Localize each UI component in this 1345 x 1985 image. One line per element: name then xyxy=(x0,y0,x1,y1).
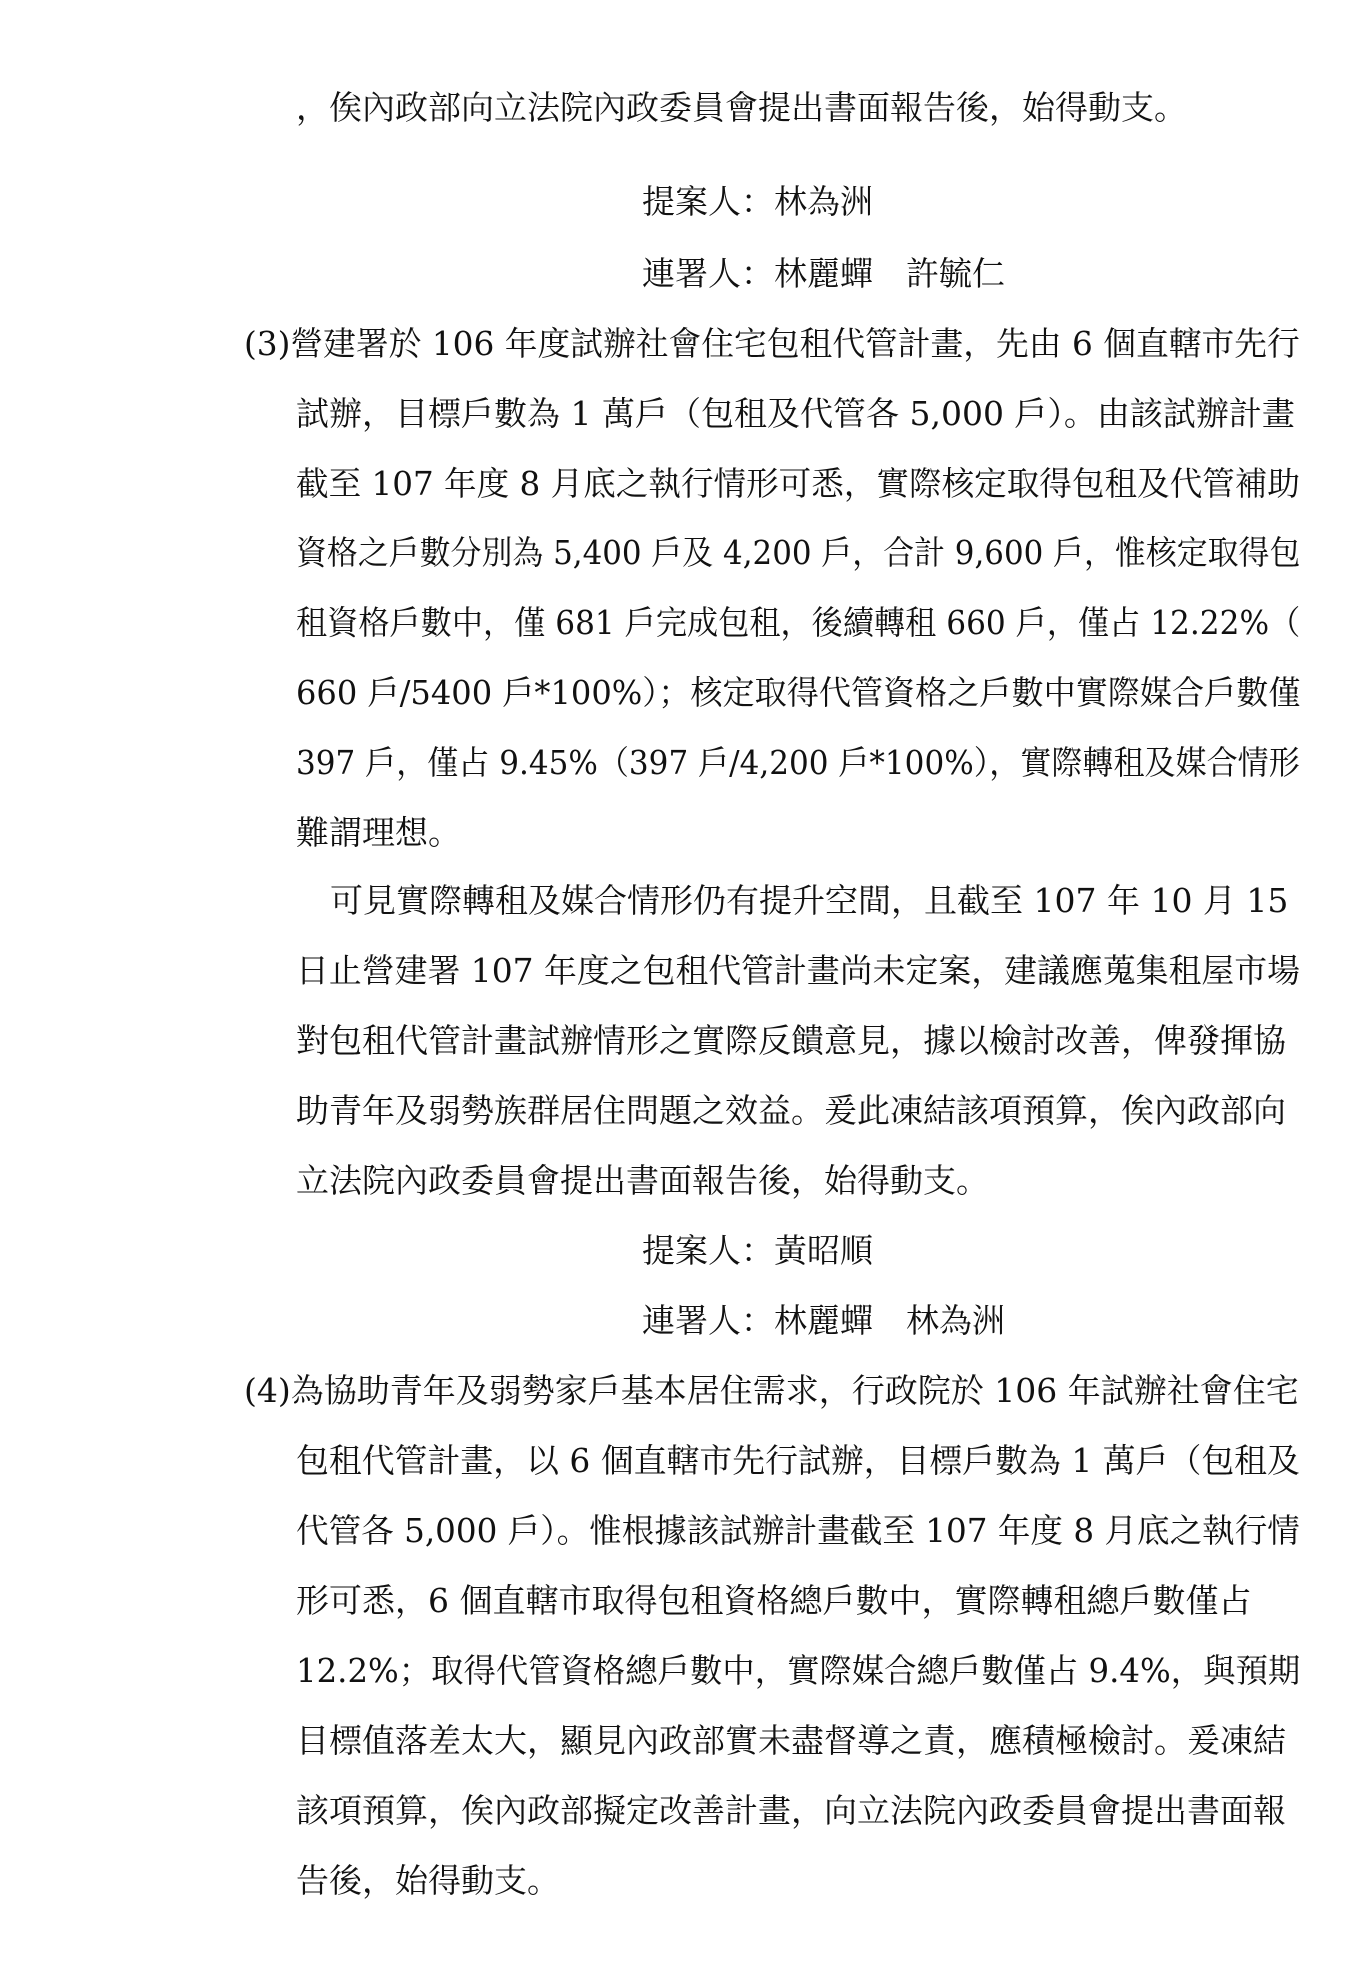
item-4-line: (4)為協助青年及弱勢家戶基本居住需求，行政院於 106 年試辦社會住宅 xyxy=(244,1371,1299,1410)
item-4-line: 形可悉，6 個直轄市取得包租資格總戶數中，實際轉租總戶數僅占 xyxy=(296,1581,1252,1620)
item-4-line: 該項預算，俟內政部擬定改善計畫，向立法院內政委員會提出書面報 xyxy=(296,1791,1286,1830)
proposer-line: 提案人：林為洲 xyxy=(642,182,873,221)
item-3-line: 難謂理想。 xyxy=(296,813,461,852)
item-3-line: 截至 107 年度 8 月底之執行情形可悉，實際核定取得包租及代管補助 xyxy=(296,464,1300,503)
item-4-line: 包租代管計畫，以 6 個直轄市先行試辦，目標戶數為 1 萬戶（包租及 xyxy=(296,1441,1300,1480)
item-3-proposer-line: 提案人：黃昭順 xyxy=(642,1231,873,1270)
item-3-line: 試辦，目標戶數為 1 萬戶（包租及代管各 5,000 戶）。由該試辦計畫 xyxy=(296,394,1295,433)
item-3-line: 資格之戶數分別為 5,400 戶及 4,200 戶，合計 9,600 戶，惟核定取得包 xyxy=(296,533,1301,572)
item-3-para2-line: 立法院內政委員會提出書面報告後，始得動支。 xyxy=(296,1161,989,1200)
item-3-line: 租資格戶數中，僅 681 戶完成包租，後續轉租 660 戶，僅占 12.22%（ xyxy=(296,603,1301,642)
item-3-para2-line: 可見實際轉租及媒合情形仍有提升空間，且截至 107 年 10 月 15 xyxy=(330,881,1289,920)
item-3-line: (3)營建署於 106 年度試辦社會住宅包租代管計畫，先由 6 個直轄市先行 xyxy=(244,324,1300,363)
item-3-para2-line: 助青年及弱勢族群居住問題之效益。爰此凍結該項預算，俟內政部向 xyxy=(296,1091,1286,1130)
item-3-para2-line: 對包租代管計畫試辦情形之實際反饋意見，據以檢討改善，俾發揮協 xyxy=(296,1021,1286,1060)
item-4-line: 代管各 5,000 戶）。惟根據該試辦計畫截至 107 年度 8 月底之執行情 xyxy=(296,1511,1300,1550)
item-3-para2-line: 日止營建署 107 年度之包租代管計畫尚未定案，建議應蒐集租屋市場 xyxy=(296,951,1300,990)
cosigners-line: 連署人：林麗蟬 許毓仁 xyxy=(642,254,1005,293)
item-4-line: 目標值落差太大，顯見內政部實未盡督導之責，應積極檢討。爰凍結 xyxy=(296,1721,1286,1760)
item-4-line: 12.2%；取得代管資格總戶數中，實際媒合總戶數僅占 9.4%，與預期 xyxy=(296,1651,1301,1690)
item-4-line: 告後，始得動支。 xyxy=(296,1861,560,1900)
item-3-line: 660 戶/5400 戶*100%）；核定取得代管資格之戶數中實際媒合戶數僅 xyxy=(296,673,1301,712)
item-3-cosigners-line: 連署人：林麗蟬 林為洲 xyxy=(642,1301,1005,1340)
item-3-line: 397 戶，僅占 9.45%（397 戶/4,200 戶*100%），實際轉租及媒合情形 xyxy=(296,743,1300,782)
intro-tail-line: ，俟內政部向立法院內政委員會提出書面報告後，始得動支。 xyxy=(296,88,1187,127)
